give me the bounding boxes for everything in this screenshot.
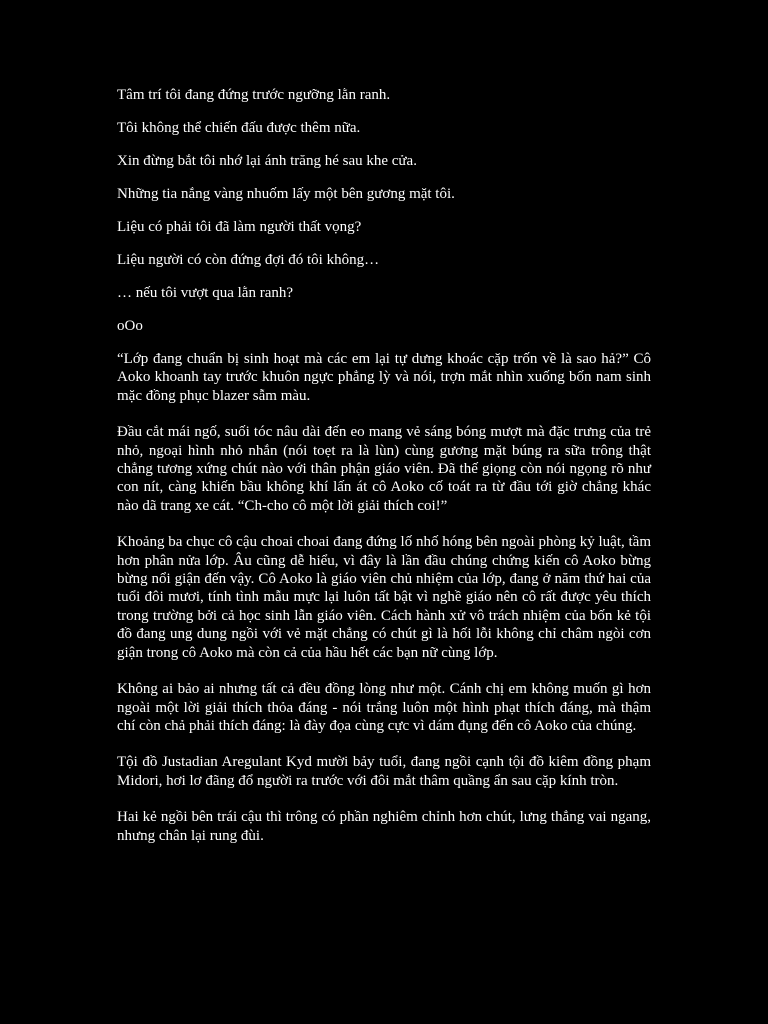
poem-line: Tâm trí tôi đang đứng trước ngưỡng lằn ranh. [117,87,391,103]
poem-line: Những tia nắng vàng nhuốm lấy một bên gương mặt tôi. [117,186,455,202]
body-paragraph: Tội đồ Justadian Aregulant Kyd mười bảy tuổi, đang ngồi cạnh tội đồ kiêm đồng phạm Midori, hơi lơ đãng đổ người ra trước với đôi mắt thâm quầng ẩn sau cặp kính tròn. [117,754,651,789]
poem-line: … nếu tôi vượt qua lằn ranh? [117,285,294,301]
poem-line: Tôi không thể chiến đấu được thêm nữa. [117,120,361,136]
document-page [117,86,651,845]
section-separator: oOo [117,318,143,334]
poem-line: Liệu có phải tôi đã làm người thất vọng? [117,219,362,235]
body-paragraph: Khoảng ba chục cô cậu choai choai đang đứng lố nhố hóng bên ngoài phòng kỷ luật, tầm hơn phân nửa lớp. Âu cũng dễ hiểu, vì đây là lần đầu chúng chứng kiến cô Aoko bừng bừng nổi giận đến vậy. Cô Aoko là giáo viên chủ nhiệm của lớp, đang ở năm thứ hai của tuổi đôi mươi, tính tình mẫu mực lại luôn tất bật vì nghề giáo nên cô rất được yêu thích trong trường bởi cả học sinh lẫn giáo viên. Cách hành xử vô trách nhiệm của bốn kẻ tội đồ đang ung dung ngồi với vẻ mặt chẳng có chút gì là hối lỗi không chỉ châm ngòi cơn giận trong cô Aoko mà còn cả của hầu hết các bạn nữ cùng lớp. [117,534,651,661]
poem-line: Liệu người có còn đứng đợi đó tôi không… [117,252,380,268]
body-paragraph: “Lớp đang chuẩn bị sinh hoạt mà các em lại tự dưng khoác cặp trốn về là sao hả?” Cô Aoko khoanh tay trước khuôn ngực phẳng lỳ và nói, trợn mắt nhìn xuống bốn nam sinh mặc đồng phục blazer sẫm màu. [117,351,651,404]
body-paragraph: Hai kẻ ngồi bên trái cậu thì trông có phần nghiêm chỉnh hơn chút, lưng thẳng vai ngang, nhưng chân lại rung đùi. [117,809,651,844]
body-paragraph: Không ai bảo ai nhưng tất cả đều đồng lòng như một. Cánh chị em không muốn gì hơn ngoài một lời giải thích thỏa đáng - nói trắng luôn một hình phạt thích đáng, mà thậm chí còn chả phải thích đáng: là đày đọa cùng cực vì dám đụng đến cô Aoko của chúng. [117,681,651,734]
body-paragraph: Đầu cắt mái ngố, suối tóc nâu dài đến eo mang vẻ sáng bóng mượt mà đặc trưng của trẻ nhỏ, ngoại hình nhỏ nhắn (nói toẹt ra là lùn) cùng gương mặt búng ra sữa trông thật chẳng tương xứng chút nào với thân phận giáo viên. Đã thế giọng còn nói ngọng rõ như con nít, càng khiến bầu không khí lấn át cô Aoko cố toát ra từ đầu tới giờ chẳng khác nào dã trang xe cát. “Ch-cho cô một lời giải thích coi!” [117,424,651,514]
poem-line: Xin đừng bắt tôi nhớ lại ánh trăng hé sau khe cửa. [117,153,417,169]
